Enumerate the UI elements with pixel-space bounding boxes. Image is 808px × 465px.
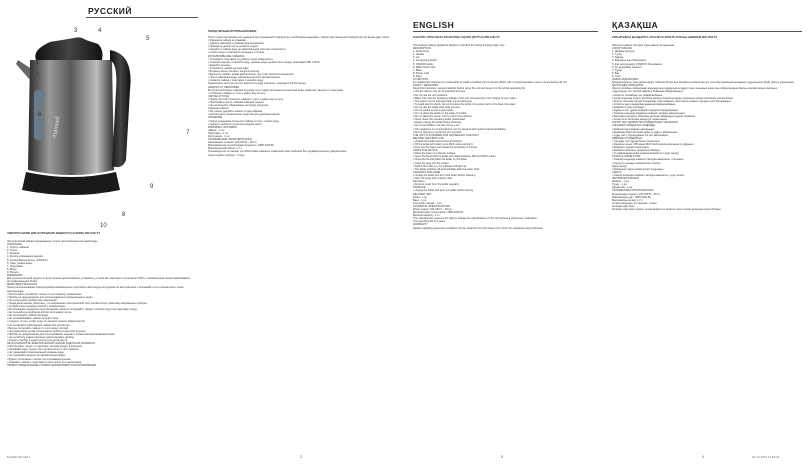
print-file-label: M-1092 ST.indd 1 — [7, 455, 31, 459]
page-english — [405, 0, 602, 465]
page-title-russian: РУССКИЙ — [88, 6, 133, 16]
callout-number: 9 — [150, 184, 154, 190]
kettle-lid — [35, 37, 102, 60]
title-rule — [413, 31, 598, 32]
page-number: 2 — [300, 455, 302, 459]
callout-number: 10 — [100, 223, 107, 229]
page-body-text: Электрический чайник предназначен только для кипячения питьевой воды. ОПИСАНИЕ 1. Корпус чайника 2. Ручка 3. Крышка 4. Кнопка открывания крышки 5. Кнопка Выключатель (ON/OFF) 6. Окно уровня воды 7. Подставка 8. Шнур 9. Фильтр ВНИМАНИЕ! Для дополнительной защиты в цепи питания целесообразно установить устройство защитного отключения (УЗО) с номинальным током срабатывания, не превышающим 30 мА. МЕРЫ БЕЗОПАСНОСТИ Перед использованием электроприбора внимательно прочитайте настоящую инструкцию по эксплуатации и сохраняйте ее в течение всего срока эксплуатации. • Используйте устройство только по его прямому назначению. • Прибор не предназначен для использования в промышленных целях. • Не используйте прибор вне помещений. • Перед включением убедитесь, что напряжение электрической сети соответствует рабочему напряжению прибора. • Сетевой шнур оснащен вилкой с заземлением. • Во избежание поражения электрическим током не погружайте чайник, сетевой шнур или подставку в воду. • Не пользуйтесь прибором вблизи источников тепла. • Не используйте чайник без воды. • Не устанавливайте чайник на край стола. • Следите за тем, чтобы шнур не касался горячих поверхностей. • Не оставляйте работающий чайник без присмотра. • Всегда отключайте чайник от сети перед чисткой. • Не разрешайте детям использовать прибор в качестве игрушки. • Прибор не предназначен для использования людьми с ограниченными возможностями. • Не пытайтесь самостоятельно ремонтировать прибор. • Храните прибор в недоступном для детей месте. НЕ ИСПОЛЬЗУЙТЕ ЭЛЕКТРИЧЕСКИЙ ЧАЙНИК В ДЕТСКИХ КОМНАТАХ. • Используйте только ту подставку, которая входит в комплект. • Наливайте воду только при отключенном от сети чайнике. • Не превышайте максимальный уровень воды. • Не открывайте крышку во время кипения воды. • Будьте осторожны с паром при открывании крышки. • Снимайте чайник с подставки только после его выключения. ПРИБОР ПРЕДНАЗНАЧЕН ТОЛЬКО ДЛЯ БЫТОВОГО ИСПОЛЬЗОВАНИЯ — [7, 240, 191, 367]
page-number: 4 — [702, 455, 704, 459]
kettle-base — [22, 172, 120, 195]
page-body-text: После транспортировки или хранения при пониженной температуре необходимо выдержать чайник при комнатной температуре не менее двух часов. • Извлеките чайник из упаковки. • Удалите наклейки и упаковочные материалы. • Проверьте целостность сетевого шнура. • Налейте в чайник воду до максимальной отметки и вскипятите. • Слейте воду и повторите процедуру 2-3 раза. ИСПОЛЬЗОВАНИЕ ЧАЙНИКА • Установите подставку на ровную сухую поверхность. • Откройте крышку и налейте воду, уровень воды должен быть между отметками MIN и MAX. • Закройте крышку. • Установите чайник на подставку. • Вставьте вилку сетевого шнура в розетку. • Включите чайник, нажав выключатель, при этом загорится индикатор. • После закипания воды чайник выключится автоматически. • Снимите чайник с подставки и налейте воду. Примечание: Если вы хотите вскипятить воду повторно, подождите 15-20 секунд. ЗАЩИТА ОТ ПЕРЕГРЕВА В случае включения чайника без воды или с недостаточным количеством воды сработает защита от перегрева. • Отключите чайник от сети и дайте ему остыть. ЧИСТКА И УХОД • Перед чисткой отключите чайник от сети и дайте ему остыть. • Протирайте корпус чайника влажной тканью. • Не используйте абразивные чистящие средства. Удаление накипи • Регулярно удаляйте накипь со дна чайника. • Используйте специальные средства для удаления накипи. ХРАНЕНИЕ • Перед хранением отключите чайник от сети, слейте воду. • Храните чайник в сухом прохладном месте. КОМПЛЕКТ ПОСТАВКИ Чайник - 1 шт. Подставка - 1 шт. Инструкция - 1 шт. ТЕХНИЧЕСКИЕ ХАРАКТЕРИСТИКИ Напряжение питания: 220-240 В ~ 50 Гц Максимальная потребляемая мощность: 1850-2200 Вт Максимальный объем: 1,7 л Производитель оставляет за собой право изменять характеристики приборов без предварительного уведомления. Срок службы прибора - 3 года — [208, 36, 390, 157]
callout-number: 2 — [36, 72, 40, 78]
kettle-spout — [16, 60, 30, 80]
page-kazakh — [602, 0, 808, 465]
page-title-english: ENGLISH — [413, 20, 455, 30]
callout-number: 1 — [36, 60, 40, 66]
kettle-illustration — [16, 20, 136, 230]
page-russian-continued — [200, 0, 405, 465]
callout-number: 5 — [146, 36, 150, 42]
page-russian-illustration — [0, 0, 200, 465]
page-title-kazakh: ҚАЗАҚША — [612, 20, 659, 30]
title-rule — [86, 17, 198, 18]
callout-number: 8 — [122, 212, 126, 218]
brand-logo: maxwell — [52, 115, 62, 139]
page-body-text: The heating cooking appliance (kettle) is intended for boiling drinking water only. DESCRIPTION 1. Kettle body 2. Handle 3. Lid 4. Lid opening button 5. ON/OFF button 6. Water level mark 7. Base 8. Power cord 9. Filter ATTENTION! For additional protection it is reasonable to install a residual current device (RCD) with nominal operation current not exceeding 30 mA. SAFETY MEASURES Read this instruction manual carefully before using the unit and keep it for the whole operating life. • Use the device only for its intended purpose. • Do not use the unit outdoors. • Make sure that the operating voltage of the unit corresponds to the voltage of your mains. • The power cord is equipped with a grounded plug. • To avoid electric shock, do not immerse the kettle, the power cord or the base into water. • Do not use the kettle near heat sources. • Do not switch on the empty kettle. • Do not place the kettle on the edge of a table. • Do not allow the power cord to touch hot surfaces. • Never leave the operating kettle unattended. • Always unplug the kettle before cleaning. • Do not let children use the unit as a toy. • This appliance is not intended for use by persons with reduced physical abilities. • Do not attempt to repair the unit yourself. THE UNIT IS INTENDED FOR HOUSEHOLD USE ONLY BEFORE THE FIRST USE • Unpack the kettle and remove all stickers. • Fill the kettle with water up to MAX mark and boil it. • Pour out the water and repeat the procedure 2-3 times. USING THE KETTLE • Place the base on a flat dry surface. • Open the lid and fill the kettle with water between MIN and MAX marks. • Close the lid and place the kettle on the base. • Insert the plug into the socket. • Switch the kettle on, the indicator will light up. • The kettle switches off automatically after the water boils. CLEANING AND CARE • Unplug the kettle and let it cool down before cleaning. • Wipe the body with a damp cloth. Descaling • Remove scale from the kettle regularly. STORAGE • Unplug the kettle and pour out water before storing. DELIVERY SET Kettle - 1 pc. Base - 1 pc. Instruction manual - 1 pc. TECHNICAL SPECIFICATIONS Power supply: 220-240 V ~ 50 Hz Maximal power consumption: 1850-2200 W Maximal capacity: 1.7 L The manufacturer reserves the right to change the specifications of the unit without a preliminary notification. Unit operating life is 3 years WARRANTY Details regarding guarantee conditions can be obtained from the dealer from whom the appliance was purchased. — [413, 44, 568, 230]
callout-number: 4 — [98, 28, 102, 34]
product-heading: ЭЛЕКТРОЧАЙНИК ДЛЯ НАГРЕВАНИЯ ЖИДКОСТИ (ЧАЙНИК) MW-1092 ST — [7, 232, 100, 235]
print-timestamp: 20.12.2013 14:15:21 — [752, 455, 780, 459]
page-number: 3 — [501, 455, 503, 459]
callout-number: 7 — [186, 130, 190, 136]
title-rule — [612, 31, 802, 32]
section-heading: ПЕРЕД ПЕРВЫМ ИСПОЛЬЗОВАНИЕМ — [208, 30, 257, 33]
product-heading: СҰЙЫҚТЫҚТЫ ҚЫЗДЫРУҒА АРНАЛҒАН ЭЛЕКТР АСПАБЫ (ШӘЙНЕК) MW-1092 ST — [612, 36, 718, 39]
product-heading: ELECTRIC APPLIANCE FOR HEATING LIQUIDS (KETTLE) MW-1092 ST — [413, 36, 500, 39]
callout-number: 3 — [74, 28, 78, 34]
page-body-text: Электрлі шәйнек тек ауыз суды қайнатуға арналған. СИПАТТАМАСЫ 1. Шәйнек корпусы 2. Тұтқа 3. Қақпақ 4. Қақпақты ашу батырмасы 5. Іске қосу/сөндіру (ON/OFF) батырмасы 6. Су деңгейінің терезесі 7. Тұғыр 8. Бау 9. Сүзгі НАЗАР АУДАРЫҢЫЗ! Қосымша қорғау үшін қоректендіру тізбегіне 30 мА-ден аспайтын номиналды ағу тогы бар қорғаныстық ажырату құрылғысын (ҚАҚ) орнату ұсынылады. ҚАУІПСІЗДІК ШАРАЛАРЫ Электр аспабын пайдаланар алдында осы нұсқаулықты мұқият оқып шығыңыз және оны пайдаланудың барлық мерзімі ішінде сақтаңыз. • Құрылғыны тек тікелей мақсаты бойынша пайдаланыңыз. • Аспапты үй-жайдан тыс пайдаланбаңыз. • Қосар алдында электр желісінің кернеуі аспаптың жұмыс кернеуіне сәйкес келетініне көз жеткізіңіз. • Электр тогының соғуын болдырмау үшін шәйнекті, желі бауын немесе тұғырды суға батырмаңыз. • Аспапты жылу көздерінің жанында пайдаланбаңыз. • Шәйнекті сусыз қоспаңыз. • Жұмыс істеп тұрған шәйнекті қараусыз қалдырмаңыз. • Тазалар алдында әрдайым шәйнекті желіден ажыратыңыз. • Балаларға аспапты ойыншық ретінде пайдалануға рұқсат бермеңіз. • Аспапты өз бетіңізше жөндеуге тырыспаңыз. АСПАП ТЕК ТҰРМЫСТЫҚ ПАЙДАЛАНУҒА АРНАЛҒАН АЛҒАШҚЫ ПАЙДАЛАНУ АЛДЫНДА • Шәйнекті қаптамадан шығарыңыз. • Шәйнекке MAX белгісіне дейін су құйып, қайнатыңыз. • Суды төгіп, процедураны 2-3 рет қайталаңыз. ШӘЙНЕКТІ ПАЙДАЛАНУ • Тұғырды тегіс құрғақ бетке орнатыңыз. • Қақпақты ашып, MIN және MAX белгілерінің арасында су құйыңыз. • Шәйнекті тұғырға орнатыңыз. • Шәйнекті қосыңыз, индикатор жанады. • Су қайнағаннан кейін шәйнек автоматты түрде сөнеді. ТАЗАЛАУ ЖӘНЕ КҮТІМ • Тазалар алдында шәйнекті желіден ажыратып, суытыңыз. • Корпусты дымқыл шүберекпен сүртіңіз. Қақты кетіру • Шәйнектегі қақты үнемі кетіріп отырыңыз. САҚТАУ • Сақтар алдында шәйнекті желіден ажыратып, суды төгіңіз. ЖЕТКІЗІЛІМ ЖИНАҒЫ Шәйнек - 1 дн. Тұғыр - 1 дн. Нұсқаулық - 1 дн. ТЕХНИКАЛЫҚ СИПАТТАМАЛАРЫ Қоректендіру кернеуі: 220-240 В ~ 50 Гц Максималды қуат: 1850-2200 Вт Максималды көлем: 1,7 л Аспаптың қызмет ету мерзімі - 3 жыл Кепілдік шарттары Кепілдік шарттары туралы толық ақпаратты аспапты сатып алған дилерден алуға болады. — [612, 44, 795, 211]
kettle-handle — [110, 50, 131, 167]
callout-number: 6 — [38, 112, 42, 118]
